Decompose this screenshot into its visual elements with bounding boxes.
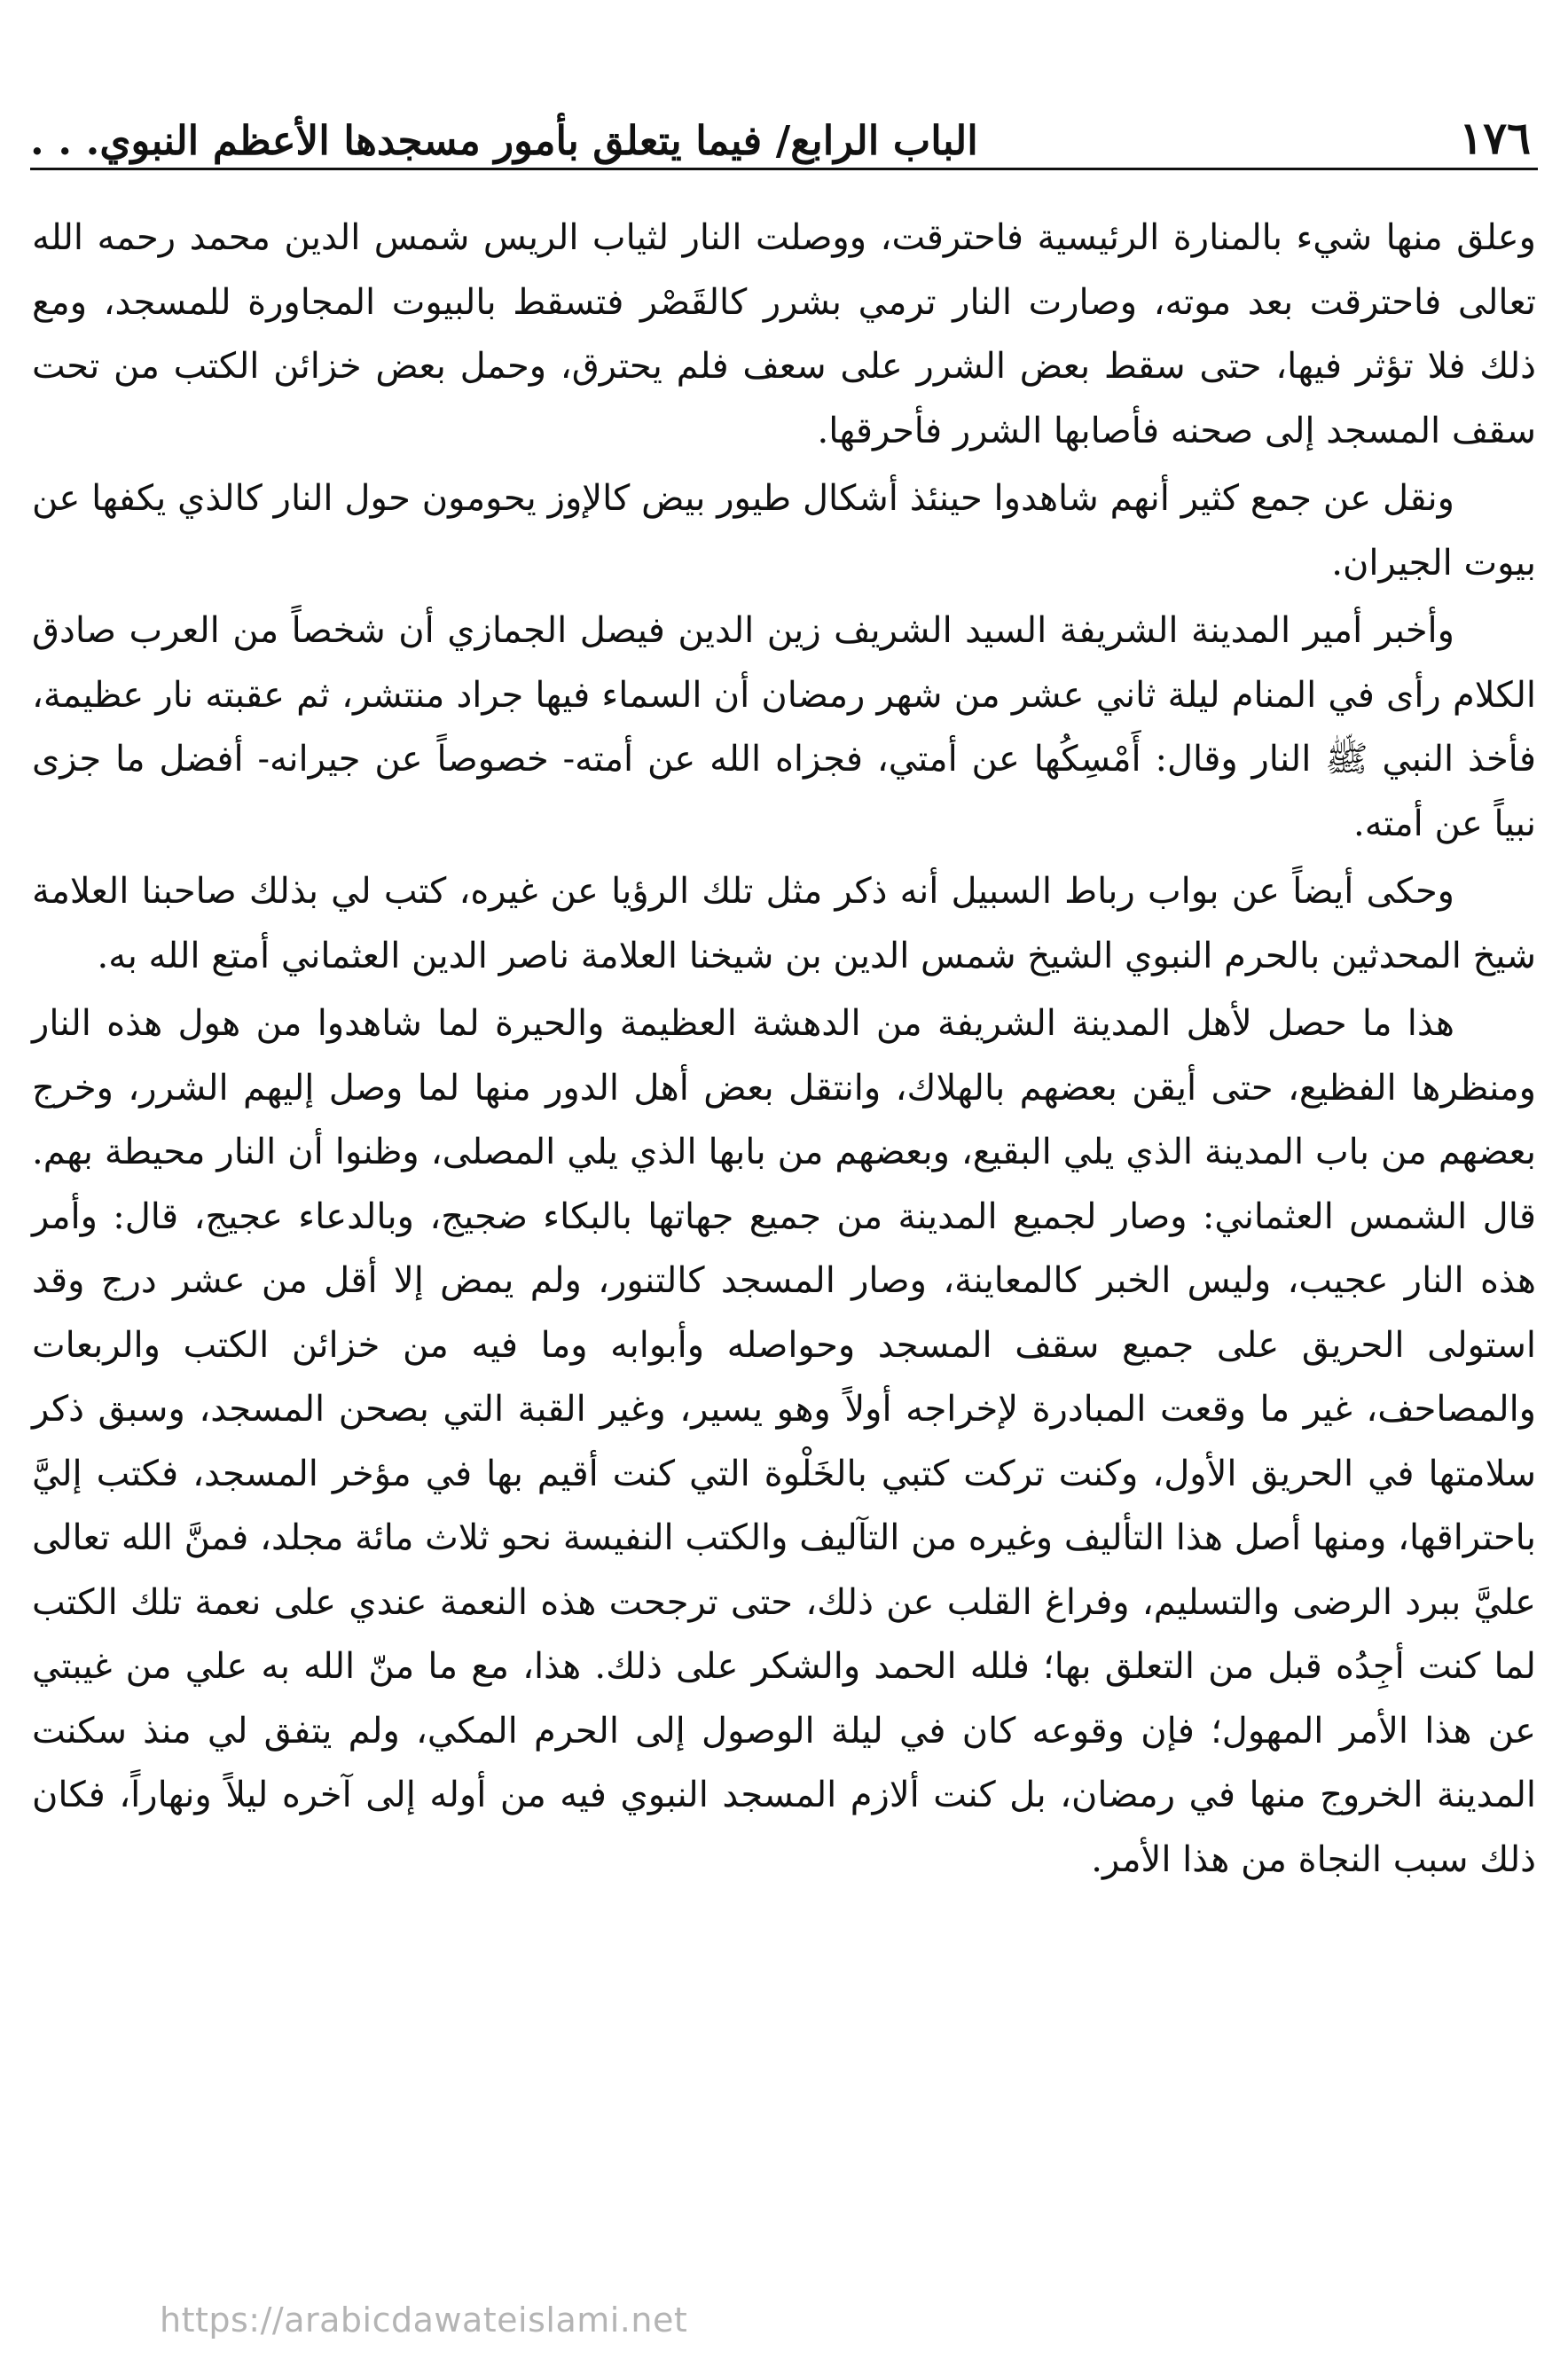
paragraph: وحكى أيضاً عن بواب رباط السبيل أنه ذكر مثل تلك الرؤيا عن غيره، كتب لي بذلك صاحبنا العلامة شيخ المحدثين بالحرم النبوي الشيخ شمس الدين بن شيخنا العلامة ناصر الدين العثماني أمتع الله به. <box>32 871 1536 976</box>
watermark-url: https://arabicdawateislami.net <box>160 2300 688 2340</box>
main-text <box>32 206 1536 1895</box>
page-header <box>30 89 1538 170</box>
paragraph: وعلق منها شيء بالمنارة الرئيسية فاحترقت، ووصلت النار لثياب الريس شمس الدين محمد رحمه الله تعالى فاحترقت بعد موته، وصارت النار ترمي بشرر كالقَصْر فتسقط بالبيوت المجاورة للمسجد، ومع ذلك فلا تؤثر فيها، حتى سقط بعض الشرر على سعف فلم يحترق، وحمل بعض خزائن الكتب من تحت سقف المسجد إلى صحنه فأصابها الشرر فأحرقها. <box>32 217 1536 451</box>
page-number: ١٧٦ <box>1459 112 1531 164</box>
paragraph: وأخبر أمير المدينة الشريفة السيد الشريف زين الدين فيصل الجمازي أن شخصاً من العرب صادق الكلام رأى في المنام ليلة ثاني عشر من شهر رمضان أن السماء فيها جراد منتشر، ثم عقبته نار عظيمة، فأخذ النبي ﷺ النار وقال: أَمْسِكُها عن أمتي، فجزاه الله عن أمته- خصوصاً عن جيرانه- أفضل ما جزى نبياً عن أمته. <box>32 610 1536 844</box>
running-title: الباب الرابع/ فيما يتعلق بأمور مسجدها الأعظم النبوي. . . <box>30 117 978 164</box>
paragraph: هذا ما حصل لأهل المدينة الشريفة من الدهشة العظيمة والحيرة لما شاهدوا من هول هذه النار ومنظرها الفظيع، حتى أيقن بعضهم بالهلاك، وانتقل بعض أهل الدور منها لما وصل إليهم الشرر، وخرج بعضهم من باب المدينة الذي يلي البقيع، وبعضهم من بابها الذي يلي المصلى، وظنوا أن النار محيطة بهم. قال الشمس العثماني: وصار لجميع المدينة من جميع جهاتها بالبكاء ضجيج، وبالدعاء عجيج، قال: وأمر هذه النار عجيب، وليس الخبر كالمعاينة، وصار المسجد كالتنور، ولم يمض إلا أقل من عشر درج وقد استولى الحريق على جميع سقف المسجد وحواصله وأبوابه وما فيه من خزائن الكتب والربعات والمصاحف، غير ما وقعت المبادرة لإخراجه أولاً وهو يسير، وغير القبة التي بصحن المسجد، وسبق ذكر سلامتها في الحريق الأول، وكنت تركت كتبي بالخَلْوة التي كنت أقيم بها في مؤخر المسجد، فكتب إليَّ باحتراقها، ومنها أصل هذا التأليف وغيره من التآليف والكتب النفيسة نحو ثلاث مائة مجلد، فمنَّ الله تعالى عليَّ ببرد الرضى والتسليم، وفراغ القلب عن ذلك، حتى ترجحت هذه النعمة عندي على نعمة تلك الكتب لما كنت أجِدُه قبل من التعلق بها؛ فلله الحمد والشكر على ذلك. هذا، مع ما منّ الله به علي من غيبتي عن هذا الأمر المهول؛ فإن وقوعه كان في ليلة الوصول إلى الحرم المكي، ولم يتفق لي منذ سكنت المدينة الخروج منها في رمضان، بل كنت ألازم المسجد النبوي فيه من أوله إلى آخره ليلاً ونهاراً، فكان ذلك سبب النجاة من هذا الأمر. <box>32 1003 1537 1880</box>
paragraph: ونقل عن جمع كثير أنهم شاهدوا حينئذ أشكال طيور بيض كالإوز يحومون حول النار كالذي يكفها عن بيوت الجيران. <box>32 478 1536 584</box>
